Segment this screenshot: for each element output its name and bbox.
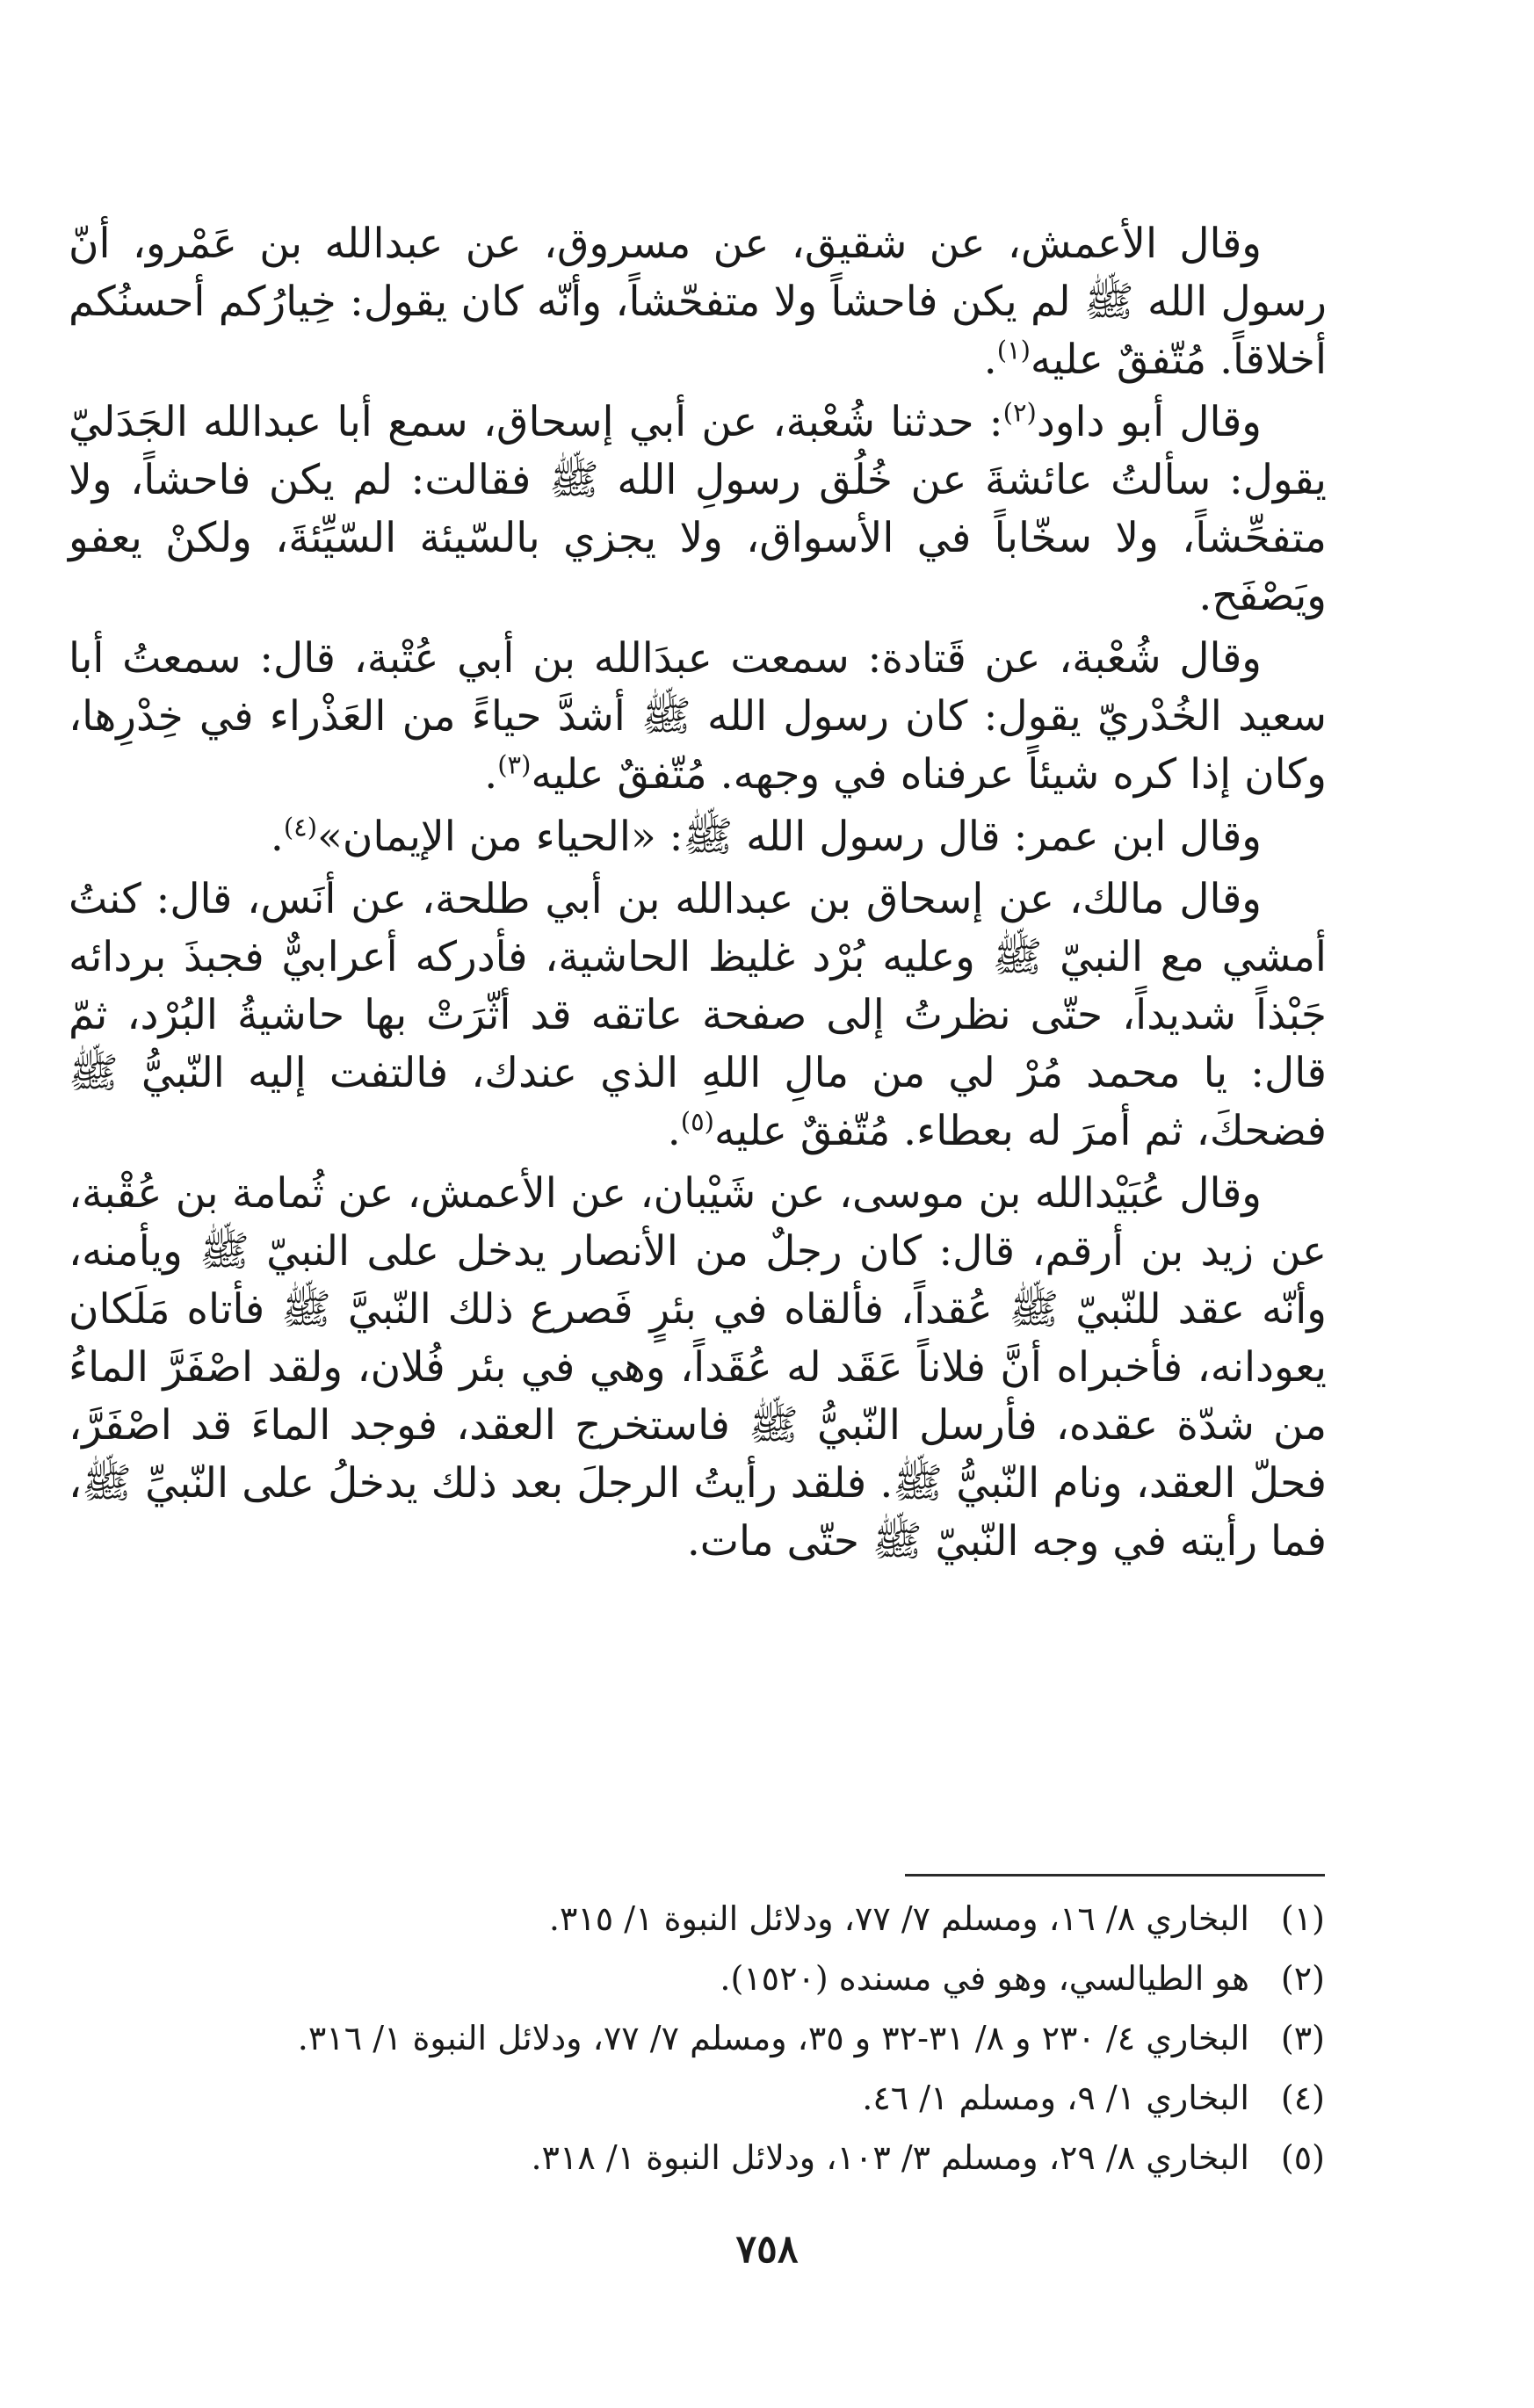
footnote-1 bbox=[132, 1893, 1325, 1944]
footnote-ref-1: (١) bbox=[996, 335, 1031, 365]
paragraph-1: وقال الأعمش، عن شقيق، عن مسروق، عن عبدالله بن عَمْرو، أنّ رسول الله ﷺ لم يكن فاحشاً ولا متفحّشاً، وأنّه كان يقول: خِيارُكم أحسنُكم أخلاقاً. مُتّفقٌ عليه$^{(١)}$. bbox=[69, 220, 1327, 384]
footnote-4 bbox=[132, 2072, 1325, 2123]
footnote-number: (٤) bbox=[1280, 2079, 1325, 2117]
footnote-ref-4: (٤) bbox=[283, 812, 318, 842]
paragraph-3: وقال شُعْبة، عن قَتادة: سمعت عبدَالله بن أبي عُتْبة، قال: سمعتُ أبا سعيد الخُدْريّ يقول: كان رسول الله ﷺ أشدَّ حياءً من العَذْراء في خِدْرِها، وكان إذا كره شيئاً عرفناه في وجهه. مُتّفقٌ عليه$^{(٣)}$. bbox=[69, 634, 1327, 799]
paragraph-6: وقال عُبَيْدالله بن موسى، عن شَيْبان، عن الأعمش، عن ثُمامة بن عُقْبة، عن زيد بن أرقم، قال: كان رجلٌ من الأنصار يدخل على النبيّ ﷺ ويأمنه، وأنّه عقد للنّبيّ ﷺ عُقداً، فألقاه في بئرٍ فَصرع ذلك النّبيَّ ﷺ فأتاه مَلَكان يعودانه، فأخبراه أنَّ فلاناً عَقَد له عُقَداً، وهي في بئر فُلان، ولقد اصْفَرَّ الماءُ من شدّة عقده، فأرسل النّبيُّ ﷺ فاستخرج العقد، فوجد الماءَ قد اصْفَرَّ، فحلّ العقد، ونام النّبيُّ ﷺ. فلقد رأيتُ الرجلَ بعد ذلك يدخلُ على النّبيِّ ﷺ، فما رأيته في وجه النّبيّ ﷺ حتّى مات. bbox=[69, 1169, 1327, 1566]
footnote-text: البخاري ٨/ ٢٩، ومسلم ٣/ ١٠٣، ودلائل النبوة ١/ ٣١٨. bbox=[531, 2138, 1249, 2177]
footnote-ref-2: (٢) bbox=[1002, 397, 1037, 428]
footnote-number: (٥) bbox=[1280, 2138, 1325, 2177]
footnote-text: هو الطيالسي، وهو في مسنده (١٥٢٠). bbox=[720, 1959, 1249, 1998]
footnote-2 bbox=[132, 1953, 1325, 2004]
footnote-number: (٢) bbox=[1280, 1959, 1325, 1998]
footnote-3 bbox=[132, 2013, 1325, 2064]
footnote-number: (٣) bbox=[1280, 2019, 1325, 2057]
paragraph-5: وقال مالك، عن إسحاق بن عبدالله بن أبي طلحة، عن أنَس، قال: كنتُ أمشي مع النبيّ ﷺ وعليه بُرْد غليظ الحاشية، فأدركه أعرابيٌّ فجبذَ بردائه جَبْذاً شديداً، حتّى نظرتُ إلى صفحة عاتقه قد أثّرَتْ بها حاشيةُ البُرْد، ثمّ قال: يا محمد مُرْ لي من مالِ اللهِ الذي عندك، فالتفت إليه النّبيُّ ﷺ فضحكَ، ثم أمرَ له بعطاء. مُتّفقٌ عليه$^{(٥)}$. bbox=[69, 875, 1327, 1155]
footnote-number: (١) bbox=[1280, 1899, 1325, 1938]
footnote-text: البخاري ٤/ ٢٣٠ و ٨/ ٣١-٣٢ و ٣٥، ومسلم ٧/ ٧٧، ودلائل النبوة ١/ ٣١٦. bbox=[297, 2019, 1249, 2057]
footnote-text: البخاري ١/ ٩، ومسلم ١/ ٤٦. bbox=[862, 2079, 1249, 2117]
paragraph-2: وقال أبو داود$^{(٢)}$: حدثنا شُعْبة، عن أبي إسحاق، سمع أبا عبدالله الجَدَليّ يقول: سألتُ عائشةَ عن خُلُق رسولِ الله ﷺ فقالت: لم يكن فاحشاً، ولا متفحِّشاً، ولا سخّاباً في الأسواق، ولا يجزي بالسّيئة السّيِّئةَ، ولكنْ يعفو ويَصْفَح. bbox=[69, 397, 1327, 620]
footnote-ref-3: (٣) bbox=[497, 749, 532, 780]
footnote-5 bbox=[132, 2132, 1325, 2183]
paragraph-4: وقال ابن عمر: قال رسول الله ﷺ: «الحياء من الإيمان»$^{(٤)}$. bbox=[270, 812, 1262, 861]
footnote-text: البخاري ٨/ ١٦، ومسلم ٧/ ٧٧، ودلائل النبوة ١/ ٣١٥. bbox=[548, 1899, 1249, 1938]
page-number: ٧٥٨ bbox=[735, 2227, 799, 2272]
main-text bbox=[69, 215, 1327, 1575]
footnote-divider bbox=[905, 1874, 1325, 1877]
footnote-ref-5: (٥) bbox=[680, 1106, 714, 1137]
footnotes bbox=[132, 1893, 1325, 2192]
